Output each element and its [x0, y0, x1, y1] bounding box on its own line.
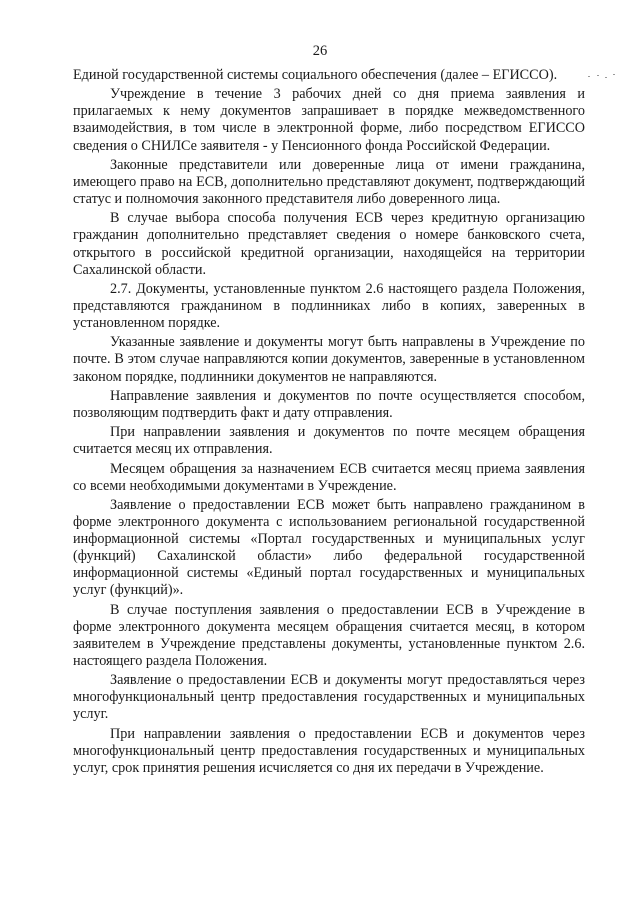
- paragraph: Учреждение в течение 3 рабочих дней со дня приема заявления и прилагаемых к нему документов запрашивает в порядке межведомственного взаимодействия, в том числе в электронной форме, либо посредством ЕГИССО сведения о СНИЛСе заявителя - у Пенсионного фонда Российской Федерации.: [73, 86, 585, 154]
- page-number: 26: [312, 43, 328, 59]
- paragraph: В случае поступления заявления о предоставлении ЕСВ в Учреждение в форме электронного документа месяцем обращения считается месяц, в котором заявителем в Учреждение представлены документы, установленные пунктом 2.6. настоящего раздела Положения.: [73, 601, 585, 669]
- paragraph: При направлении заявления и документов по почте месяцем обращения считается месяц их отправления.: [73, 424, 585, 458]
- paragraph: Указанные заявление и документы могут быть направлены в Учреждение по почте. В этом случае направляются копии документов, заверенные в установленном законом порядке, подлинники документов не направляются.: [73, 334, 585, 385]
- paragraph: Заявление о предоставлении ЕСВ может быть направлено гражданином в форме электронного документа с использованием региональной государственной информационной системы «Портал государственных и муниципальных услуг (функций) Сахалинской области» либо федеральной государственной информационной системы «Единый портал государственных и муниципальных услуг (функций)».: [73, 496, 585, 599]
- paragraph: 2.7. Документы, установленные пунктом 2.6 настоящего раздела Положения, представляются гражданином в подлинниках либо в копиях, заверенных в установленном порядке.: [73, 280, 585, 332]
- paragraph: Законные представители или доверенные лица от имени гражданина, имеющего право на ЕСВ, дополнительно представляют документ, подтверждающий статус и полномочия законного представителя либо доверенного лица.: [73, 156, 585, 208]
- scan-specks: [588, 72, 618, 80]
- document-body: [73, 67, 585, 779]
- paragraph: В случае выбора способа получения ЕСВ через кредитную организацию гражданин дополнительно представляет сведения о номере банковского счета, открытого в российской кредитной организации, находящейся на территории Сахалинской области.: [73, 210, 585, 278]
- paragraph: Месяцем обращения за назначением ЕСВ считается месяц приема заявления со всеми необходимыми документами в Учреждение.: [73, 460, 585, 494]
- paragraph: Направление заявления и документов по почте осуществляется способом, позволяющим подтвердить факт и дату отправления.: [73, 387, 585, 421]
- paragraph: Единой государственной системы социального обеспечения (далее – ЕГИССО).: [73, 67, 558, 83]
- paragraph: При направлении заявления о предоставлении ЕСВ и документов через многофункциональный центр предоставления государственных и муниципальных услуг, срок принятия решения исчисляется со дня их передачи в Учреждение.: [73, 725, 585, 776]
- paragraph: Заявление о предоставлении ЕСВ и документы могут предоставляться через многофункциональный центр предоставления государственных и муниципальных услуг.: [73, 672, 585, 723]
